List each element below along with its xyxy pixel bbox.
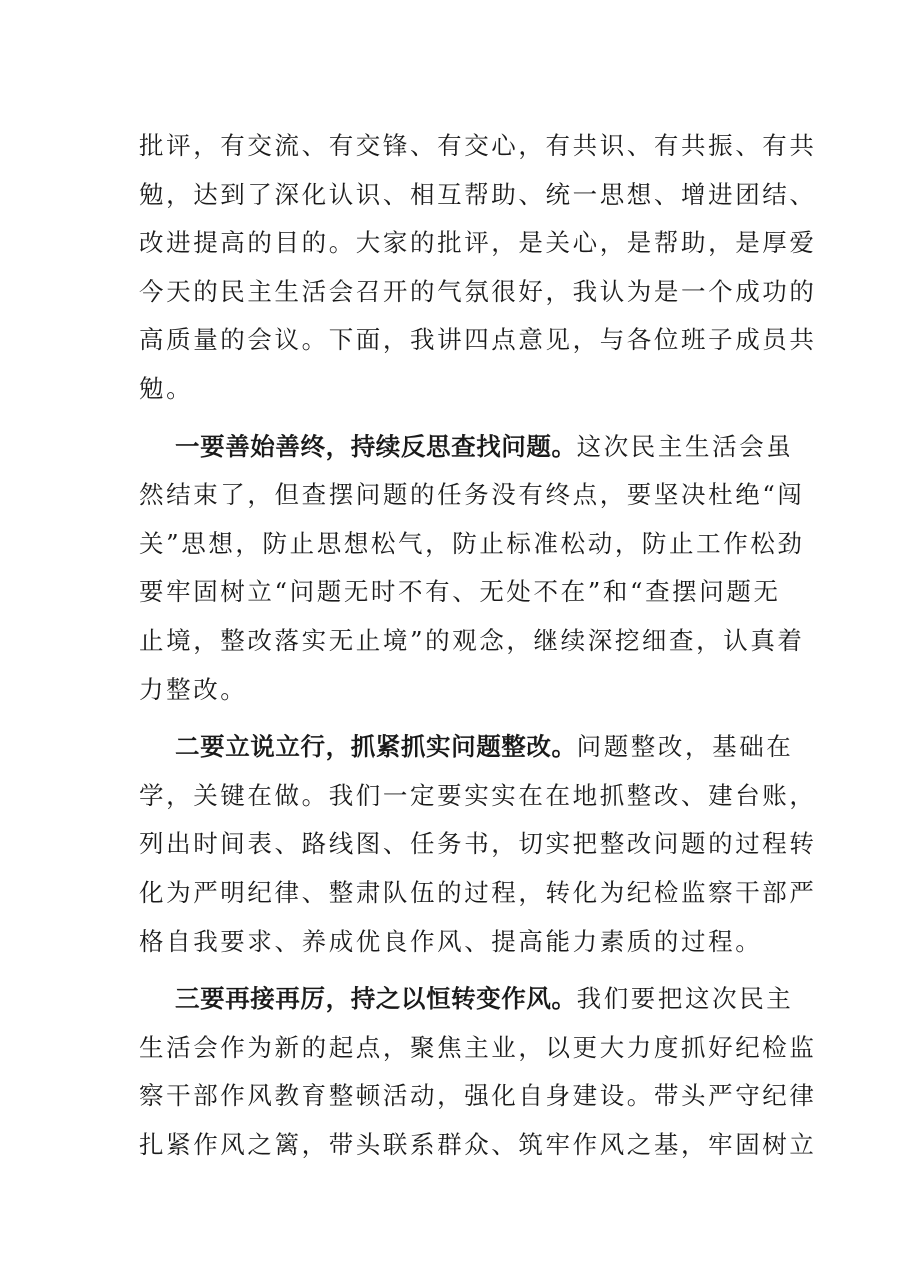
text-line: 高质量的会议。下面，我讲四点意见，与各位班子成员共 bbox=[139, 325, 817, 355]
text-line: 今天的民主生活会召开的气氛很好，我认为是一个成功的 bbox=[139, 276, 817, 306]
text-line: 列出时间表、路线图、任务书，切实把整改问题的过程转 bbox=[139, 829, 817, 859]
paragraph-heading: 二要立说立行，抓紧抓实问题整改。 bbox=[175, 732, 577, 762]
text-line: 改进提高的目的。大家的批评，是关心，是帮助，是厚爱 bbox=[139, 228, 817, 258]
paragraph-spacer bbox=[139, 966, 779, 975]
text-line: 止境，整改落实无止境”的观念，继续深挖细查，认真着 bbox=[139, 625, 805, 655]
paragraph-2 bbox=[139, 423, 805, 715]
paragraph-text: 问题整改，基础在 bbox=[576, 732, 794, 762]
text-line: 要牢固树立“问题无时不有、无处不在”和“查摆问题无 bbox=[139, 577, 781, 607]
paragraph-first-line bbox=[139, 723, 794, 772]
text-line: 格自我要求、养成优良作风、提高能力素质的过程。 bbox=[139, 926, 763, 956]
paragraph-3 bbox=[139, 723, 817, 966]
text-line: 扎紧作风之篱，带头联系群众、筑牢作风之基，牢固树立 bbox=[139, 1129, 817, 1159]
paragraph-text: 这次民主生活会虽 bbox=[576, 431, 794, 461]
paragraph-heading: 一要善始善终，持续反思查找问题。 bbox=[175, 431, 577, 461]
paragraph-1 bbox=[139, 122, 817, 414]
text-line: 勉，达到了深化认识、相互帮助、统一思想、增进团结、 bbox=[139, 179, 817, 209]
paragraph-text: 我们要把这次民主 bbox=[576, 984, 794, 1014]
paragraph-first-line bbox=[139, 975, 794, 1024]
text-line: 力整改。 bbox=[139, 674, 248, 704]
text-line: 生活会作为新的起点，聚焦主业，以更大力度抓好纪检监 bbox=[139, 1032, 817, 1062]
document-body bbox=[139, 122, 817, 1169]
text-line: 然结束了，但查摆问题的任务没有终点，要坚决杜绝“闯 bbox=[139, 480, 805, 510]
paragraph-spacer bbox=[139, 714, 779, 723]
paragraph-4 bbox=[139, 975, 817, 1169]
text-line: 批评，有交流、有交锋、有交心，有共识、有共振、有共 bbox=[139, 131, 817, 160]
paragraph-spacer bbox=[139, 414, 779, 423]
paragraph-heading: 三要再接再厉，持之以恒转变作风。 bbox=[175, 984, 577, 1014]
paragraph-first-line bbox=[139, 423, 794, 472]
text-line: 化为严明纪律、整肃队伍的过程，转化为纪检监察干部严 bbox=[139, 877, 817, 907]
text-line: 关”思想，防止思想松气，防止标准松动，防止工作松劲 bbox=[139, 528, 805, 558]
text-line: 勉。 bbox=[139, 373, 194, 403]
text-line: 察干部作风教育整顿活动，强化自身建设。带头严守纪律 bbox=[139, 1081, 817, 1111]
text-line: 学，关键在做。我们一定要实实在在地抓整改、建台账， bbox=[139, 780, 817, 810]
